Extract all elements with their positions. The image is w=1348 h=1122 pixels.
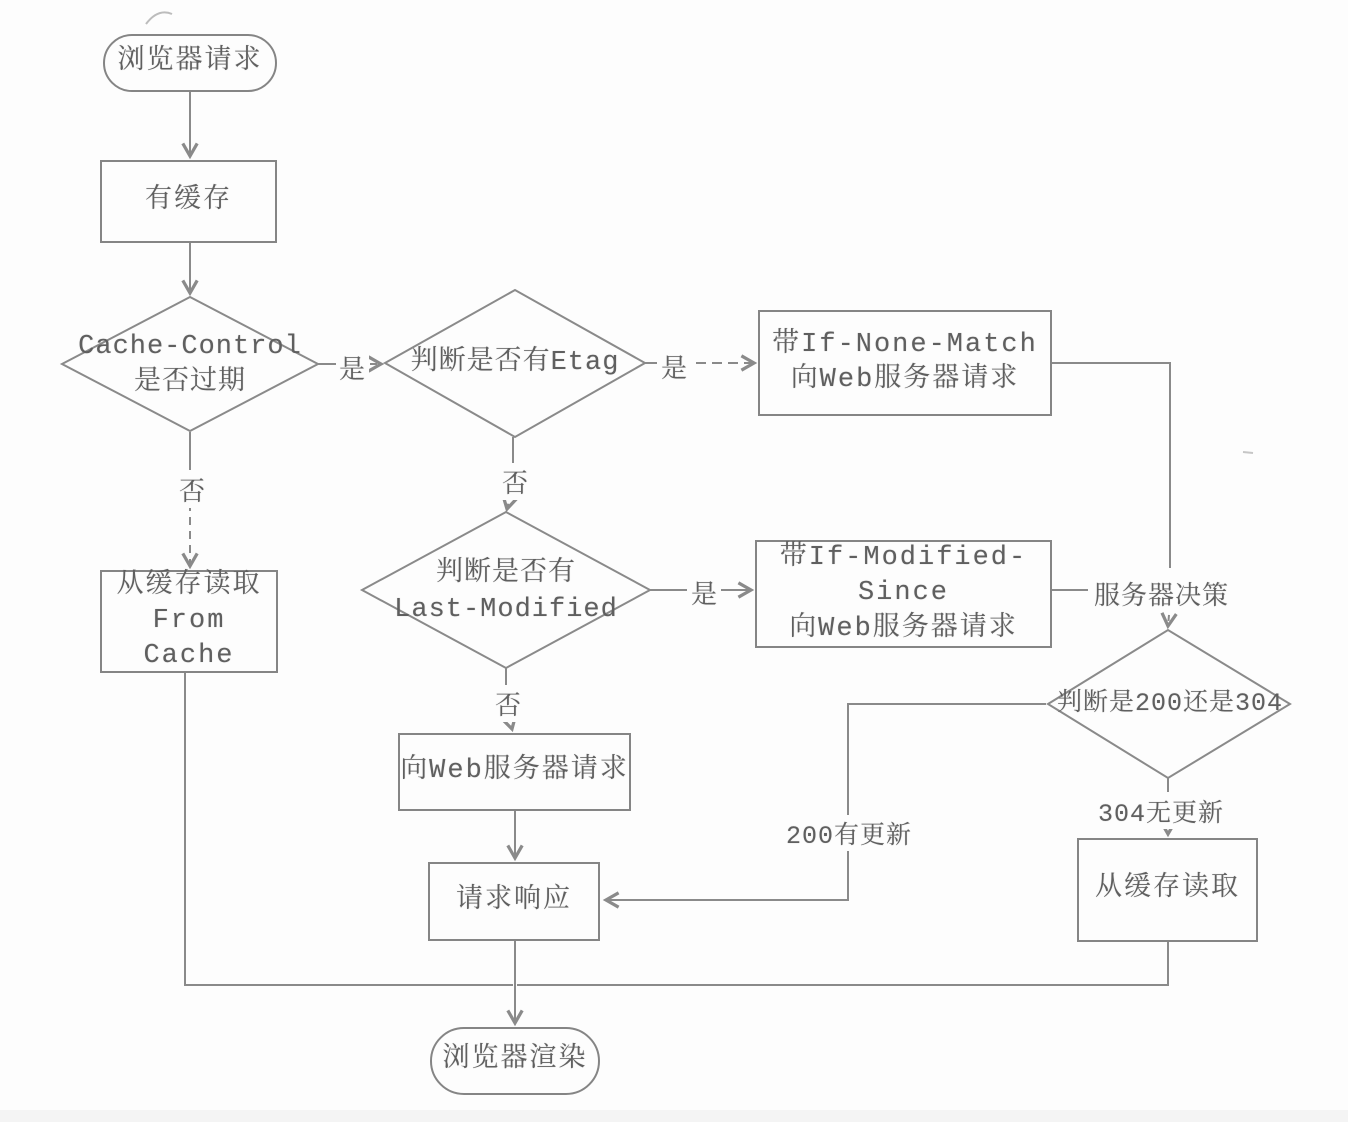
cache-control-line2: 是否过期	[134, 368, 246, 398]
read-from-cache-right-node[interactable]	[1077, 838, 1258, 942]
edge-ifnonematch-down	[1052, 363, 1170, 568]
no-label-etag: 否	[499, 463, 532, 500]
has-cache-label: 有缓存	[145, 185, 232, 216]
request-response-node[interactable]	[428, 862, 600, 941]
etag-decision-label: 判断是否有Etag	[410, 347, 620, 378]
etag-decision-node[interactable]	[395, 340, 635, 386]
cache-control-decision-node[interactable]	[75, 320, 305, 410]
has-cache-node[interactable]	[100, 160, 277, 243]
render-node-label: 浏览器渲染	[442, 1045, 588, 1076]
read-from-cache-left-node[interactable]	[100, 570, 278, 673]
no-label-cache-control: 否	[176, 471, 209, 508]
status-decision-node[interactable]	[1050, 682, 1290, 726]
page-bottom-strip	[0, 1110, 1348, 1122]
render-node[interactable]	[430, 1027, 600, 1095]
yes-label-last-modified: 是	[688, 574, 721, 611]
if-none-match-line1: 带If-None-Match	[772, 329, 1038, 360]
pen-mark	[146, 12, 172, 24]
if-none-match-line2: 向Web服务器请求	[790, 365, 1020, 395]
if-none-match-request-node[interactable]	[758, 310, 1052, 416]
last-modified-decision-node[interactable]	[380, 548, 632, 636]
status-decision-label: 判断是200还是304	[1056, 689, 1283, 719]
start-node-label: 浏览器请求	[117, 47, 263, 78]
if-modified-since-line1: 带If-Modified-Since	[779, 543, 1028, 609]
yes-label-etag: 是	[658, 348, 691, 385]
updated-200-label: 200有更新	[783, 815, 915, 851]
last-modified-line1: 判断是否有	[436, 558, 576, 589]
yes-label-cache-control: 是	[336, 349, 369, 386]
pen-mark	[1243, 452, 1253, 453]
if-modified-since-request-node[interactable]	[755, 540, 1052, 648]
edge-cacheright-bottom	[517, 942, 1168, 985]
read-from-cache-left-line2: From Cache	[143, 605, 235, 672]
server-decision-label: 服务器决策	[1091, 575, 1232, 612]
if-modified-since-line2: 向Web服务器请求	[789, 613, 1018, 644]
cache-control-line1: Cache-Control	[78, 331, 302, 362]
read-from-cache-right-label: 从缓存读取	[1095, 874, 1240, 905]
last-modified-line2: Last-Modified	[394, 595, 618, 625]
read-from-cache-left-line1: 从缓存读取	[116, 570, 262, 601]
web-server-request-label: 向Web服务器请求	[400, 756, 629, 787]
no-label-last-modified: 否	[492, 685, 525, 722]
request-response-label: 请求响应	[456, 885, 572, 916]
start-node[interactable]	[103, 34, 277, 92]
web-server-request-node[interactable]	[398, 733, 631, 811]
edge-200-branch	[606, 704, 1046, 900]
not-modified-304-label: 304无更新	[1095, 793, 1227, 829]
